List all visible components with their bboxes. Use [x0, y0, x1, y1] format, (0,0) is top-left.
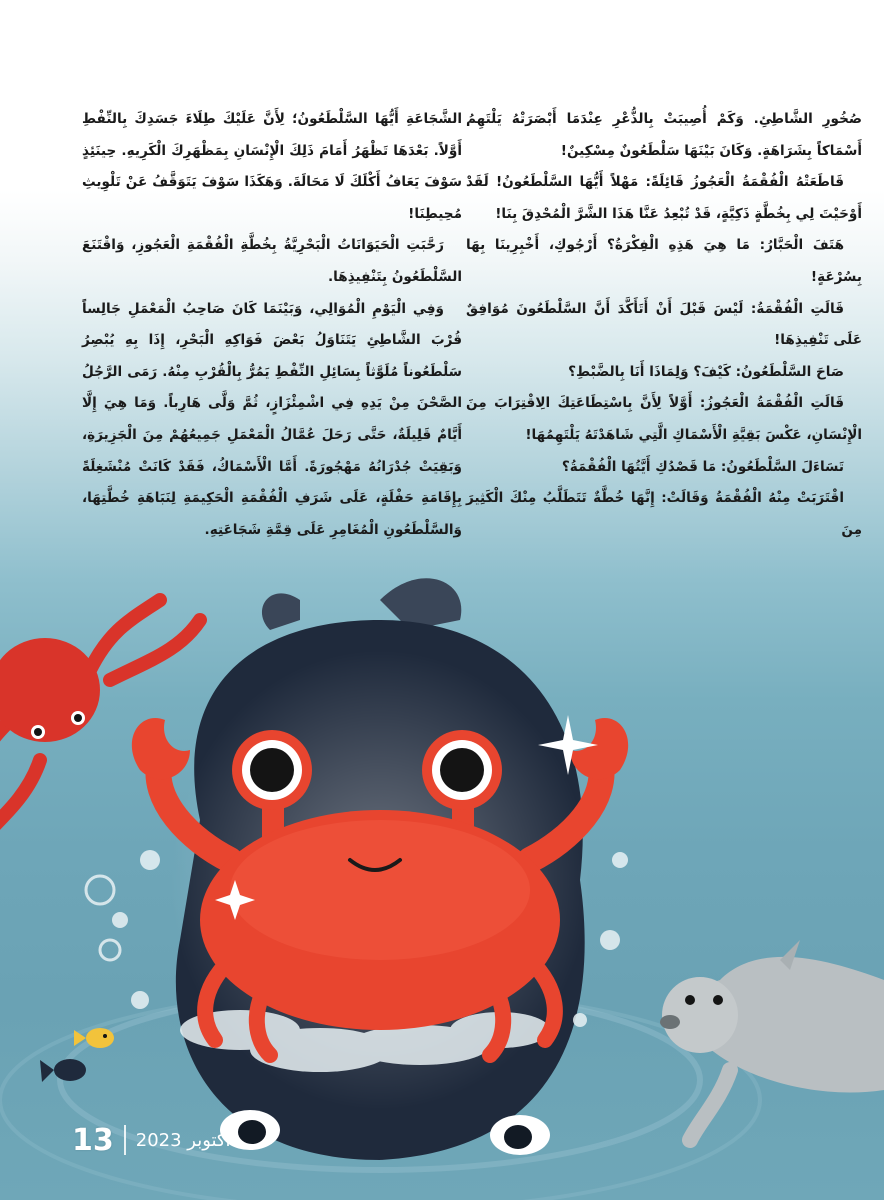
paragraph: الشَّجَاعَةِ أَيُّهَا السَّلْطَعُونُ؛ لِأَنَّ عَلَيْكَ طِلَاءَ جَسَدِكَ بِالنِّفْطِ أَوَّلاً. بَعْدَهَا تَظْهَرُ أَمَامَ ذَلِكَ الْإِنْسَانِ بِمَظْهَرِكَ الْكَرِيهِ. حِينَئِذٍ سَوْفَ يَعَافُ أَكْلَكَ لَا مَحَالَةَ. وَهَكَذَا سَوْفَ يَتَوَقَّفُ عَنْ تَلْوِيثِ مُحِيطِنَا!: [82, 111, 462, 222]
seal: [660, 940, 884, 1140]
underwater-illustration: [0, 560, 884, 1200]
paragraph: رَحَّبَتِ الْحَيَوَانَاتُ الْبَحْرِيَّةُ بِخُطَّةِ الْفُقْمَةِ الْعَجُوزِ، وَاقْتَنَعَ السَّلْطَعُونُ بِتَنْفِيذِهَا.: [82, 237, 462, 285]
paragraph: قَالَتِ الْفُقْمَةُ الْعَجُوزُ: أَوَّلاً لِأَنَّ بِاسْتِطَاعَتِكَ الِاقْتِرَابَ مِنَ الْإِنْسَانِ، عَكْسَ بَقِيَّةِ الْأَسْمَاكِ الَّتِي شَاهَدْتَهُ يَلْتَهِمُهَا!: [466, 395, 862, 443]
paragraph: صَاحَ السَّلْطَعُونُ: كَيْفَ؟ وَلِمَاذَا أَنَا بِالضَّبْطِ؟: [568, 363, 844, 380]
paragraph: قَالَتِ الْفُقْمَةُ: لَيْسَ قَبْلَ أَنْ أَتَأَكَّدَ أَنَّ السَّلْطَعُونَ مُوَافِقٌ عَلَى تَنْفِيذِهَا!: [466, 300, 862, 349]
story-column-left: [82, 104, 462, 546]
page-footer: [72, 1118, 231, 1162]
paragraph: تَسَاءَلَ السَّلْطَعُونُ: مَا قَصْدُكِ أَيَّتُهَا الْفُقْمَةُ؟: [561, 458, 844, 475]
issue-date: أكتوبر 2023: [135, 1129, 231, 1151]
footer-divider: [124, 1125, 126, 1155]
paragraph: صُخُورِ الشَّاطِئِ. وَكَمْ أُصِيبَتْ بِالذُّعْرِ عِنْدَمَا أَبْصَرَتْهُ يَلْتَهِمُ أَسْمَاكاً بِشَرَاهَةٍ. وَكَانَ بَيْنَهَا سَلْطَعُونٌ مِسْكِينٌ!: [466, 111, 862, 159]
paragraph: هَتَفَ الْحَبَّارُ: مَا هِيَ هَذِهِ الْفِكْرَةُ؟ أَرْجُوكِ، أَخْبِرِينَا بِهَا بِسُرْعَةٍ!: [466, 237, 862, 285]
paragraph: قَاطَعَتْهُ الْفُقْمَةُ الْعَجُوزُ قَائِلَةً: مَهْلاً أَيُّهَا السَّلْطَعُونُ! لَقَدْ أَوْحَيْتَ لِي بِخُطَّةٍ ذَكِيَّةٍ، قَدْ تُبْعِدُ عَنَّا هَذَا الشَّرَّ الْمُحْدِقَ بِنَا!: [466, 174, 862, 222]
paragraph: وَفِي الْيَوْمِ الْمُوَالِي، وَبَيْنَمَا كَانَ صَاحِبُ الْمَعْمَلِ جَالِساً قُرْبَ الشَّاطِئِ يَتَنَاوَلُ بَعْضَ فَوَاكِهِ الْبَحْرِ، إِذَا بِهِ يُبْصِرُ سَلْطَعُوناً مُلَوَّثاً بِسَائِلِ النِّفْطِ يَمُرُّ بِالْقُرْبِ مِنْهُ. رَمَى الرَّجُلُ الصَّحْنَ مِنْ يَدِهِ فِي اشْمِئْزَازٍ، ثُمَّ وَلَّى هَارِباً. وَمَا هِيَ إِلَّا أَيَّامٌ قَلِيلَةٌ، حَتَّى رَحَلَ عُمَّالُ الْمَعْمَلِ جَمِيعُهُمْ مِنَ الْجَزِيرَةِ، وَبَقِيَتْ جُدْرَانُهُ مَهْجُورَةً. أَمَّا الْأَسْمَاكُ، فَقَدْ كَانَتْ مُنْشَغِلَةً بِإِقَامَةِ حَفْلَةٍ، عَلَى شَرَفِ الْفُقْمَةِ الْحَكِيمَةِ لِنَبَاهَةِ خُطَّتِهَا، وَالسَّلْطَعُونِ الْمُغَامِرِ عَلَى قِمَّةِ شَجَاعَتِهِ.: [82, 300, 462, 538]
page-number: 13: [72, 1122, 114, 1158]
story-column-right: [466, 104, 862, 546]
paragraph: اقْتَرَبَتْ مِنْهُ الْفُقْمَةُ وَقَالَتْ: إِنَّهَا خُطَّةٌ تَتَطَلَّبُ مِنْكَ الْكَثِيرَ مِنَ: [466, 490, 862, 538]
small-fish: [40, 1028, 114, 1082]
